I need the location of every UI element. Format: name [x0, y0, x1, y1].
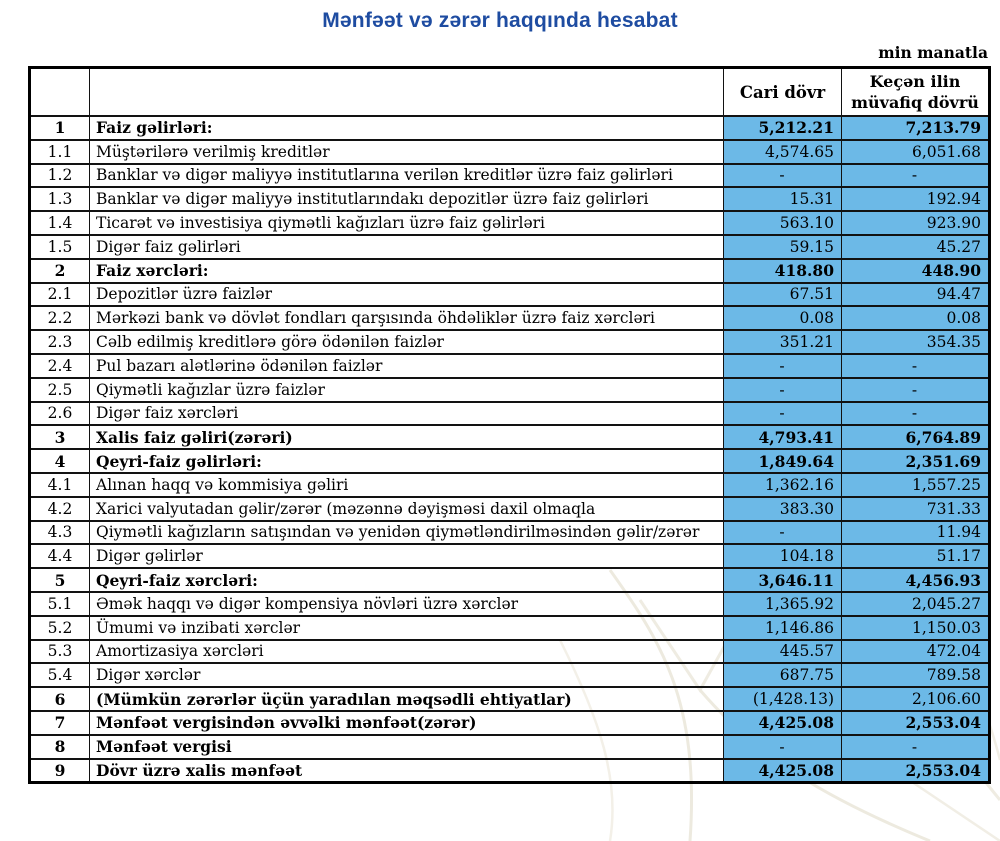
row-number-cell: 2.3 [30, 330, 90, 354]
value-previous-cell: 2,045.27 [842, 592, 990, 616]
row-number-cell: 2.4 [30, 354, 90, 378]
value-previous-cell: 4,456.93 [842, 568, 990, 592]
value-current-cell: 383.30 [724, 497, 842, 521]
value-previous-cell: 354.35 [842, 330, 990, 354]
value-previous-cell: - [842, 402, 990, 426]
value-current-cell: 418.80 [724, 259, 842, 283]
table-row [30, 235, 990, 259]
table-row [30, 616, 990, 640]
value-current-cell: 445.57 [724, 640, 842, 664]
row-number-cell: 4.1 [30, 473, 90, 497]
row-number-cell: 5.3 [30, 640, 90, 664]
row-label-cell: Dövr üzrə xalis mənfəət [90, 759, 724, 783]
header-previous-line2: müvafiq dövrü [851, 93, 979, 112]
table-row [30, 497, 990, 521]
value-current-cell: 1,146.86 [724, 616, 842, 640]
value-current-cell: 4,425.08 [724, 711, 842, 735]
header-row [30, 68, 990, 117]
table-row [30, 330, 990, 354]
value-previous-cell: 94.47 [842, 283, 990, 307]
row-label-cell: Pul bazarı alətlərinə ödənilən faizlər [90, 354, 724, 378]
row-label-cell: Amortizasiya xərcləri [90, 640, 724, 664]
value-current-cell: 563.10 [724, 211, 842, 235]
value-previous-cell: 2,106.60 [842, 687, 990, 711]
row-number-cell: 5.4 [30, 663, 90, 687]
header-previous-period [842, 68, 990, 117]
row-label-cell: Xarici valyutadan gəlir/zərər (məzənnə dəyişməsi daxil olmaqla [90, 497, 724, 521]
value-current-cell: 687.75 [724, 663, 842, 687]
value-current-cell: 4,793.41 [724, 425, 842, 449]
value-previous-cell: 1,557.25 [842, 473, 990, 497]
value-current-cell: 15.31 [724, 187, 842, 211]
table-row [30, 711, 990, 735]
value-previous-cell: 11.94 [842, 521, 990, 545]
value-previous-cell: 6,051.68 [842, 140, 990, 164]
table-row [30, 640, 990, 664]
value-current-cell: - [724, 402, 842, 426]
row-number-cell: 4 [30, 449, 90, 473]
value-previous-cell: 923.90 [842, 211, 990, 235]
table-row [30, 140, 990, 164]
page-title: Mənfəət və zərər haqqında hesabat [322, 9, 678, 32]
value-previous-cell: 51.17 [842, 544, 990, 568]
value-current-cell: 3,646.11 [724, 568, 842, 592]
value-current-cell: 1,365.92 [724, 592, 842, 616]
value-current-cell: 351.21 [724, 330, 842, 354]
table-row [30, 164, 990, 188]
value-previous-cell: 7,213.79 [842, 116, 990, 140]
table-row [30, 116, 990, 140]
row-number-cell: 3 [30, 425, 90, 449]
row-label-cell: Digər faiz gəlirləri [90, 235, 724, 259]
header-previous-line1: Keçən ilin [869, 71, 961, 91]
table-row [30, 687, 990, 711]
value-current-cell: 4,574.65 [724, 140, 842, 164]
table-row [30, 378, 990, 402]
value-previous-cell: - [842, 735, 990, 759]
table-row [30, 568, 990, 592]
row-label-cell: Mərkəzi bank və dövlət fondları qarşısında öhdəliklər üzrə faiz xərcləri [90, 306, 724, 330]
row-number-cell: 2.1 [30, 283, 90, 307]
row-label-cell: Depozitlər üzrə faizlər [90, 283, 724, 307]
row-label-cell: Mənfəət vergisi [90, 735, 724, 759]
row-number-cell: 4.4 [30, 544, 90, 568]
value-previous-cell: - [842, 378, 990, 402]
profit-loss-table [28, 66, 991, 784]
row-label-cell: Banklar və digər maliyyə institutlarına verilən kreditlər üzrə faiz gəlirləri [90, 164, 724, 188]
row-label-cell: Qeyri-faiz gəlirləri: [90, 449, 724, 473]
row-label-cell: Mənfəət vergisindən əvvəlki mənfəət(zərər) [90, 711, 724, 735]
value-current-cell: 1,849.64 [724, 449, 842, 473]
row-label-cell: Digər faiz xərcləri [90, 402, 724, 426]
value-current-cell: 67.51 [724, 283, 842, 307]
table-row [30, 759, 990, 783]
value-current-cell: - [724, 354, 842, 378]
value-previous-cell: 789.58 [842, 663, 990, 687]
table-row [30, 521, 990, 545]
table-header [30, 68, 990, 117]
value-previous-cell: 1,150.03 [842, 616, 990, 640]
table-row [30, 354, 990, 378]
value-previous-cell: 6,764.89 [842, 425, 990, 449]
row-label-cell: Alınan haqq və kommisiya gəliri [90, 473, 724, 497]
row-number-cell: 2.6 [30, 402, 90, 426]
header-current-period: Cari dövr [724, 68, 842, 117]
row-label-cell: (Mümkün zərərlər üçün yaradılan məqsədli ehtiyatlar) [90, 687, 724, 711]
row-label-cell: Əmək haqqı və digər kompensiya növləri üzrə xərclər [90, 592, 724, 616]
table-row [30, 473, 990, 497]
row-number-cell: 5 [30, 568, 90, 592]
row-label-cell: Faiz gəlirləri: [90, 116, 724, 140]
row-label-cell: Digər xərclər [90, 663, 724, 687]
row-label-cell: Faiz xərcləri: [90, 259, 724, 283]
table-row [30, 592, 990, 616]
value-previous-cell: 45.27 [842, 235, 990, 259]
table-row [30, 402, 990, 426]
value-current-cell: - [724, 164, 842, 188]
row-label-cell: Qeyri-faiz xərcləri: [90, 568, 724, 592]
row-label-cell: Banklar və digər maliyyə institutlarındakı depozitlər üzrə faiz gəlirləri [90, 187, 724, 211]
row-label-cell: Müştərilərə verilmiş kreditlər [90, 140, 724, 164]
row-label-cell: Digər gəlirlər [90, 544, 724, 568]
table-row [30, 259, 990, 283]
value-current-cell: - [724, 378, 842, 402]
row-number-cell: 7 [30, 711, 90, 735]
row-number-cell: 1.2 [30, 164, 90, 188]
row-number-cell: 1.5 [30, 235, 90, 259]
row-number-cell: 1.4 [30, 211, 90, 235]
row-label-cell: Ümumi və inzibati xərclər [90, 616, 724, 640]
table-row [30, 425, 990, 449]
row-label-cell: Xalis faiz gəliri(zərəri) [90, 425, 724, 449]
row-number-cell: 8 [30, 735, 90, 759]
table-row [30, 211, 990, 235]
value-previous-cell: 2,553.04 [842, 711, 990, 735]
value-previous-cell: 472.04 [842, 640, 990, 664]
value-current-cell: 104.18 [724, 544, 842, 568]
value-current-cell: 5,212.21 [724, 116, 842, 140]
value-previous-cell: 2,351.69 [842, 449, 990, 473]
row-number-cell: 2.2 [30, 306, 90, 330]
table-row [30, 449, 990, 473]
value-current-cell: - [724, 521, 842, 545]
row-number-cell: 2 [30, 259, 90, 283]
table-row [30, 187, 990, 211]
row-number-cell: 1.1 [30, 140, 90, 164]
row-number-cell: 1 [30, 116, 90, 140]
value-previous-cell: 2,553.04 [842, 759, 990, 783]
row-number-cell: 5.2 [30, 616, 90, 640]
value-previous-cell: 192.94 [842, 187, 990, 211]
row-number-cell: 2.5 [30, 378, 90, 402]
table-row [30, 283, 990, 307]
value-current-cell: 59.15 [724, 235, 842, 259]
row-number-cell: 4.2 [30, 497, 90, 521]
table-row [30, 663, 990, 687]
value-current-cell: 0.08 [724, 306, 842, 330]
value-current-cell: (1,428.13) [724, 687, 842, 711]
row-number-cell: 5.1 [30, 592, 90, 616]
value-previous-cell: 0.08 [842, 306, 990, 330]
table-row [30, 544, 990, 568]
unit-note: min manatla [878, 43, 988, 62]
value-previous-cell: 448.90 [842, 259, 990, 283]
value-current-cell: - [724, 735, 842, 759]
row-label-cell: Qiymətli kağızların satışından və yenidən qiymətləndirilməsindən gəlir/zərər [90, 521, 724, 545]
value-previous-cell: 731.33 [842, 497, 990, 521]
table-row [30, 306, 990, 330]
header-number-cell [30, 68, 90, 117]
header-label-cell [90, 68, 724, 117]
row-number-cell: 1.3 [30, 187, 90, 211]
row-label-cell: Cəlb edilmiş kreditlərə görə ödənilən faizlər [90, 330, 724, 354]
value-current-cell: 4,425.08 [724, 759, 842, 783]
value-previous-cell: - [842, 164, 990, 188]
row-label-cell: Ticarət və investisiya qiymətli kağızları üzrə faiz gəlirləri [90, 211, 724, 235]
table-row [30, 735, 990, 759]
value-previous-cell: - [842, 354, 990, 378]
report-table-body [30, 116, 990, 782]
value-current-cell: 1,362.16 [724, 473, 842, 497]
row-number-cell: 4.3 [30, 521, 90, 545]
row-label-cell: Qiymətli kağızlar üzrə faizlər [90, 378, 724, 402]
row-number-cell: 9 [30, 759, 90, 783]
row-number-cell: 6 [30, 687, 90, 711]
